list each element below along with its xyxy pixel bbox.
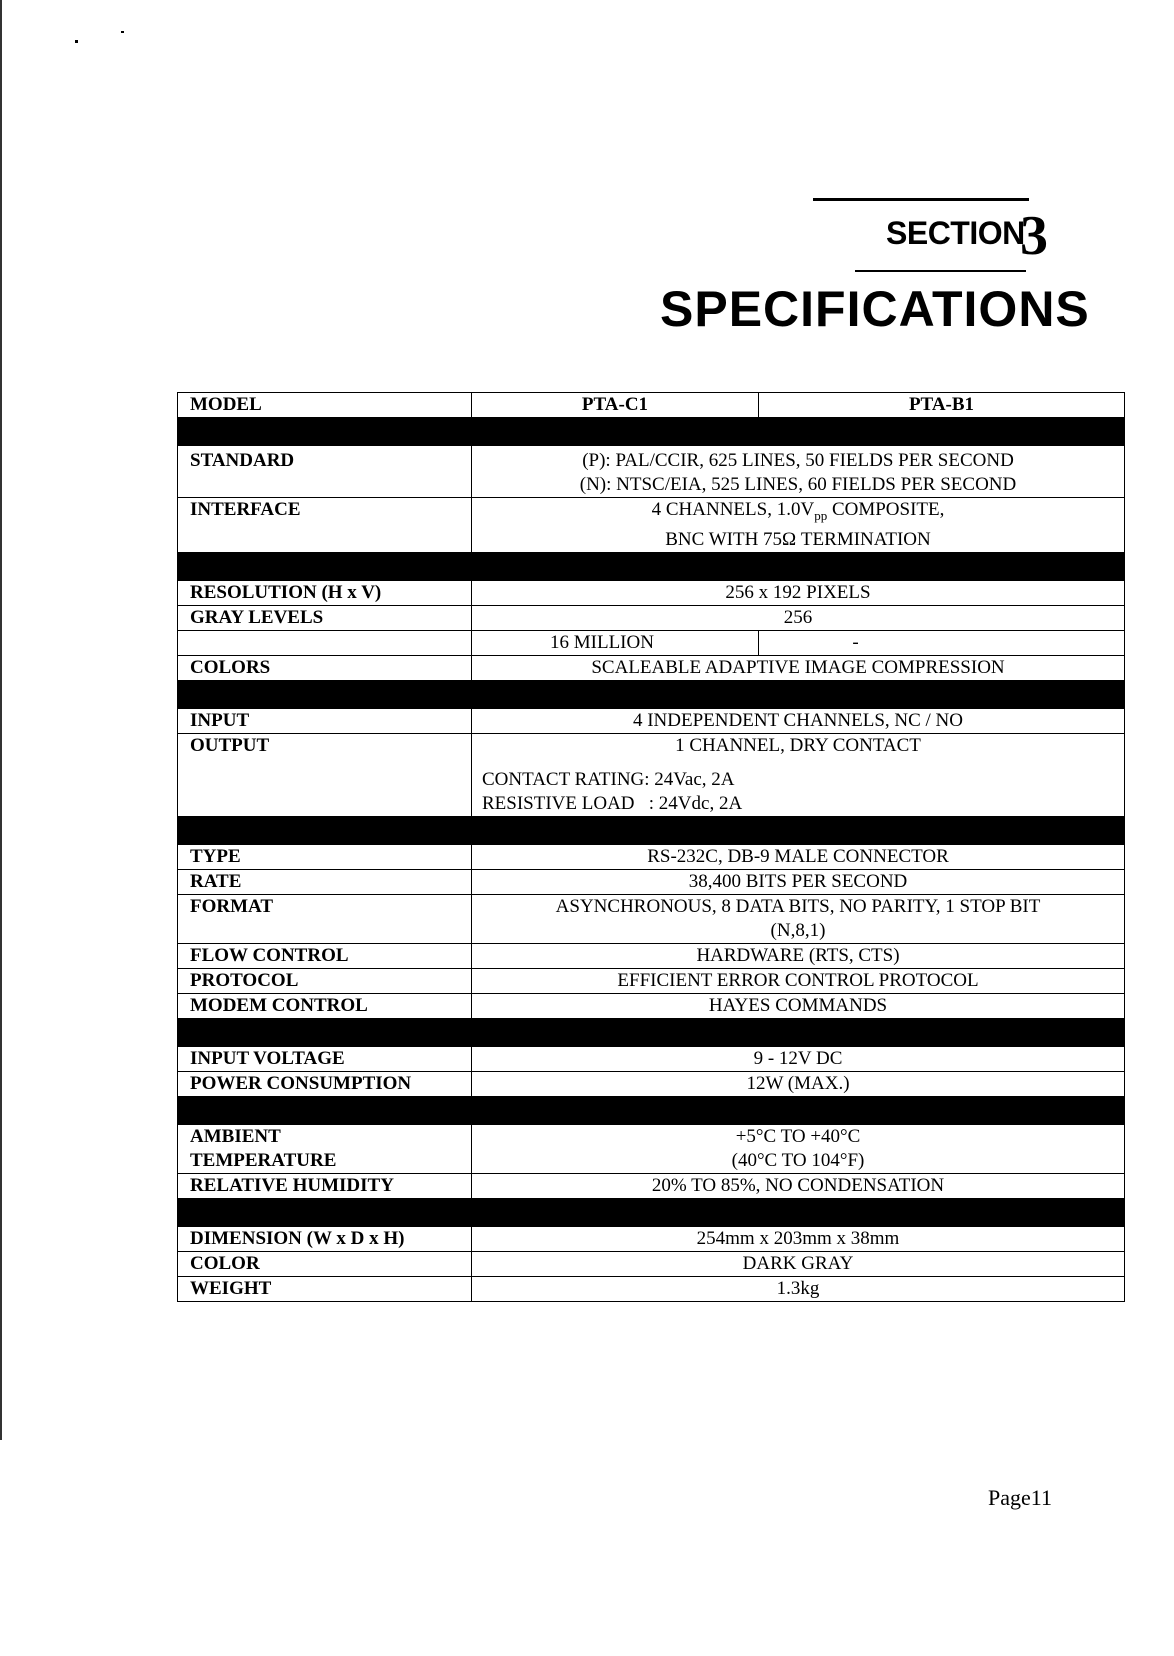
section-divider-bar xyxy=(178,680,1125,708)
flow-control-value: HARDWARE (RTS, CTS) xyxy=(472,943,1125,968)
modem-control-label: MODEM CONTROL xyxy=(178,993,472,1018)
standard-line-pal: (P): PAL/CCIR, 625 LINES, 50 FIELDS PER SECOND xyxy=(582,450,1014,471)
scan-edge-line xyxy=(0,0,2,1440)
table-row xyxy=(178,894,1125,943)
table-row xyxy=(178,1071,1125,1096)
output-channel: 1 CHANNEL, DRY CONTACT xyxy=(675,734,921,756)
ambient-temperature-value: +5°C TO +40°C (40°C TO 104°F) xyxy=(472,1124,1125,1173)
table-row xyxy=(178,708,1125,733)
table-row xyxy=(178,1226,1125,1251)
table-row xyxy=(178,498,1125,553)
alarm-output-label: OUTPUT xyxy=(178,733,472,816)
table-row xyxy=(178,733,1125,816)
ambient-temperature-label: AMBIENT TEMPERATURE xyxy=(178,1124,472,1173)
resolution-value: 256 x 192 PIXELS xyxy=(472,580,1125,605)
compression-value: SCALEABLE ADAPTIVE IMAGE COMPRESSION xyxy=(472,655,1125,680)
scan-speck xyxy=(75,40,78,43)
weight-value: 1.3kg xyxy=(472,1276,1125,1301)
colors-label: COLORS xyxy=(178,655,472,680)
table-row xyxy=(178,993,1125,1018)
serial-format-value xyxy=(472,894,1125,943)
serial-type-label: TYPE xyxy=(178,844,472,869)
section-divider-bar xyxy=(178,418,1125,446)
table-row xyxy=(178,968,1125,993)
scan-speck xyxy=(121,31,124,33)
interface-line-1: 4 CHANNELS, $1.0V_{pp}$ COMPOSITE, xyxy=(651,499,945,523)
relative-humidity-label: RELATIVE HUMIDITY xyxy=(178,1173,472,1198)
interface-label: INTERFACE xyxy=(178,498,472,553)
resolution-label: RESOLUTION (H x V) xyxy=(178,580,472,605)
serial-rate-value: 38,400 BITS PER SECOND xyxy=(472,869,1125,894)
gray-levels-label: GRAY LEVELS xyxy=(178,605,472,630)
model-pta-b1: PTA-B1 xyxy=(759,393,1125,418)
format-line-2: (N,8,1) xyxy=(770,919,826,941)
section-divider-bar xyxy=(178,816,1125,844)
gray-levels-value: 256 xyxy=(472,605,1125,630)
interface-value xyxy=(472,498,1125,553)
section-top-rule xyxy=(813,198,1029,201)
modem-control-value: HAYES COMMANDS xyxy=(472,993,1125,1018)
table-row xyxy=(178,1046,1125,1071)
section-label: SECTION xyxy=(886,215,1025,251)
table-row xyxy=(178,580,1125,605)
standard-label: STANDARD xyxy=(178,446,472,498)
dimension-label: DIMENSION (W x D x H) xyxy=(178,1226,472,1251)
model-label: MODEL xyxy=(178,393,472,418)
protocol-label: PROTOCOL xyxy=(178,968,472,993)
serial-format-label: FORMAT xyxy=(178,894,472,943)
contact-rating: CONTACT RATING: 24Vac, 2A xyxy=(482,768,735,790)
resistive-load: RESISTIVE LOAD : 24Vdc, 2A xyxy=(482,792,743,814)
table-row xyxy=(178,844,1125,869)
table-row xyxy=(178,943,1125,968)
alarm-output-value xyxy=(472,733,1125,816)
alarm-input-label: INPUT xyxy=(178,708,472,733)
colors-pta-c1: 16 MILLION xyxy=(472,630,759,655)
table-row xyxy=(178,869,1125,894)
page-number: Page11 xyxy=(988,1485,1052,1510)
table-row xyxy=(178,630,1125,655)
table-row xyxy=(178,446,1125,498)
interface-line-2: BNC WITH 75Ω TERMINATION xyxy=(665,528,931,550)
table-row xyxy=(178,1173,1125,1198)
color-label: COLOR xyxy=(178,1251,472,1276)
section-number: 3 xyxy=(1020,205,1048,267)
section-divider-bar xyxy=(178,1096,1125,1124)
section-divider-bar xyxy=(178,1198,1125,1226)
table-row xyxy=(178,605,1125,630)
model-pta-c1: PTA-C1 xyxy=(472,393,759,418)
page-title: SPECIFICATIONS xyxy=(660,281,1090,337)
input-voltage-value: 9 - 12V DC xyxy=(472,1046,1125,1071)
table-row xyxy=(178,655,1125,680)
serial-rate-label: RATE xyxy=(178,869,472,894)
standard-value xyxy=(472,446,1125,498)
output-details xyxy=(480,768,1116,816)
section-divider-bar xyxy=(178,552,1125,580)
input-voltage-label: INPUT VOLTAGE xyxy=(178,1046,472,1071)
flow-control-label: FLOW CONTROL xyxy=(178,943,472,968)
table-row xyxy=(178,1276,1125,1301)
serial-type-value: RS-232C, DB-9 MALE CONNECTOR xyxy=(472,844,1125,869)
power-consumption-label: POWER CONSUMPTION xyxy=(178,1071,472,1096)
colors-blank-label xyxy=(178,630,472,655)
protocol-value: EFFICIENT ERROR CONTROL PROTOCOL xyxy=(472,968,1125,993)
colors-pta-b1: - xyxy=(759,630,1125,655)
format-line-1: ASYNCHRONOUS, 8 DATA BITS, NO PARITY, 1 STOP BIT xyxy=(555,895,1041,917)
alarm-input-value: 4 INDEPENDENT CHANNELS, NC / NO xyxy=(472,708,1125,733)
section-bottom-rule xyxy=(855,270,1026,272)
table-row xyxy=(178,393,1125,418)
color-value: DARK GRAY xyxy=(472,1251,1125,1276)
power-consumption-value: 12W (MAX.) xyxy=(472,1071,1125,1096)
standard-line-ntsc: (N): NTSC/EIA, 525 LINES, 60 FIELDS PER SECOND xyxy=(579,474,1017,495)
dimension-value: 254mm x 203mm x 38mm xyxy=(472,1226,1125,1251)
weight-label: WEIGHT xyxy=(178,1276,472,1301)
section-divider-bar xyxy=(178,1018,1125,1046)
relative-humidity-value: 20% TO 85%, NO CONDENSATION xyxy=(472,1173,1125,1198)
table-row xyxy=(178,1124,1125,1173)
table-row xyxy=(178,1251,1125,1276)
specifications-table xyxy=(177,392,1125,1302)
